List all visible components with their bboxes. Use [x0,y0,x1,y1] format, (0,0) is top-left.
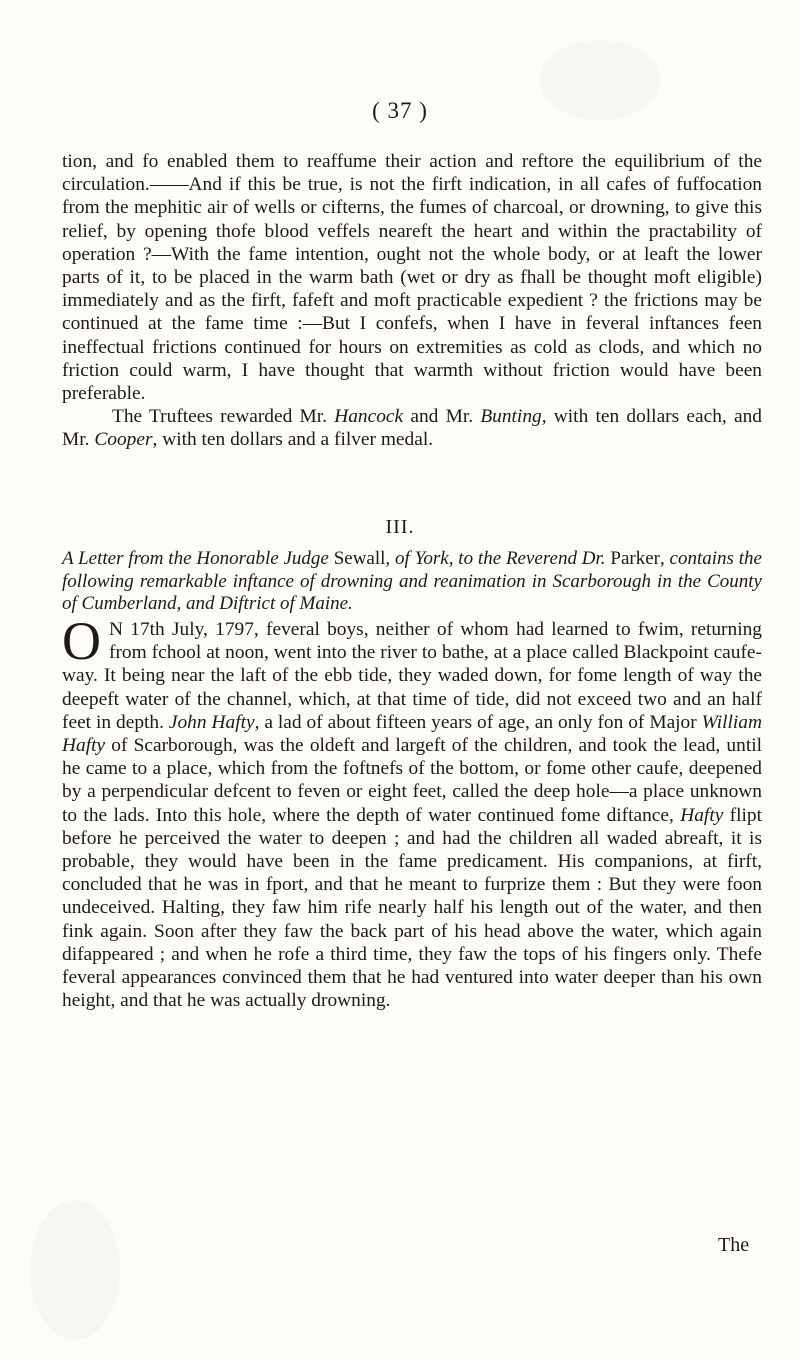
text-span: and Mr. [403,406,481,427]
name-hafty: Hafty [680,804,724,826]
body-text: , a lad of about fifteen years of age, an only fon of Major [254,711,702,733]
body-text: N 17th July, 1797, feveral boys, neither of whom had learned to fwim, returning from fchool at noon, went into the river to bathe, at a place called Blackpoint caufe-way. It being near the laft of the ebb tide, they waded down, for fome length of way the deepeft water of the channel, which, at that time of tide, did not exceed two and an half feet in depth. [62,619,762,733]
heading-text: A Letter from the Honorable Judge [62,548,334,569]
text-span: The Truftees rewarded Mr. [112,406,335,427]
text-span: , with ten dollars each, and Mr. [62,406,762,451]
name-bunting: Bunting [480,406,542,427]
catchword: The [718,1234,750,1256]
heading-text: , of York, to the Reverend Dr. [385,548,611,569]
page-number: ( 37 ) [372,98,428,123]
name-william-hafty: William Hafty [62,711,762,757]
heading-text: , contains the following remarkable inftance of drowning and reanimation in Scarborough in the County of Cumberland, and Diftrict of Maine. [62,548,762,614]
name-cooper: Cooper [94,429,153,451]
name-john-hafty: John Hafty [168,711,255,733]
narrative-paragraph [62,611,762,1012]
name-sewall: Sewall [333,548,386,569]
name-parker: Parker [610,548,660,569]
body-text: of Scarborough, was the oldeft and largeft of the children, and took the lead, until he came to a place, which from the foftnefs of the bottom, or fome other caufe, deepened by a perpendicular defcent to feven or eight feet, called the deep hole—a place unknown to the lads. Into this hole, where the depth of water continued fome diftance, [62,735,762,826]
paragraph-continuation: tion, and fo enabled them to reaffume their action and reftore the equilibrium of the circulation.——And if this be true, is not the firft indication, in all cafes of fuffocation from the mephitic air of wells or cifterns, the fumes of charcoal, or drowning, to give this relief, by opening thofe blood veffels neareft the heart and within the practability of operation ?—With the fame intention, ought not the whole body, or at leaft the lower parts of it, to be placed in the warm bath (wet or dry as fhall be thought moft eligible) immediately and as the firft, fafeft and moft practicable expedient ? the frictions may be continued at the fame time :—But I confefs, when I have in feveral inftances feen ineffectual frictions continued for hours on extremities as cold as clods, and which no friction could warm, I have thought that warmth without friction would have been preferable. [62,151,762,405]
body-text: flipt before he perceived the water to deepen ; and had the children all waded abreaft, it is probable, they would have been in the fame predicament. His companions, at firft, concluded that he was in fport, and that he meant to furprize them : But they were foon undeceived. Halting, they faw him rife nearly half his length out of the water, and then fink again. Soon after they faw the back part of his head above the water, which again difappeared ; and when he rofe a third time, they faw the tops of his fingers only. Thefe feveral appearances convinced them that he had ventured into water deeper than his own height, and that he was actually drowning. [62,804,762,1012]
letter-heading [62,548,762,616]
drop-cap: O [62,611,101,671]
text-span: , with ten dollars and a filver medal. [152,429,434,451]
paper-stain [30,1200,120,1340]
paragraph-trustees [62,405,762,451]
name-hancock: Hancock [334,406,404,427]
section-number: III. [385,516,415,538]
